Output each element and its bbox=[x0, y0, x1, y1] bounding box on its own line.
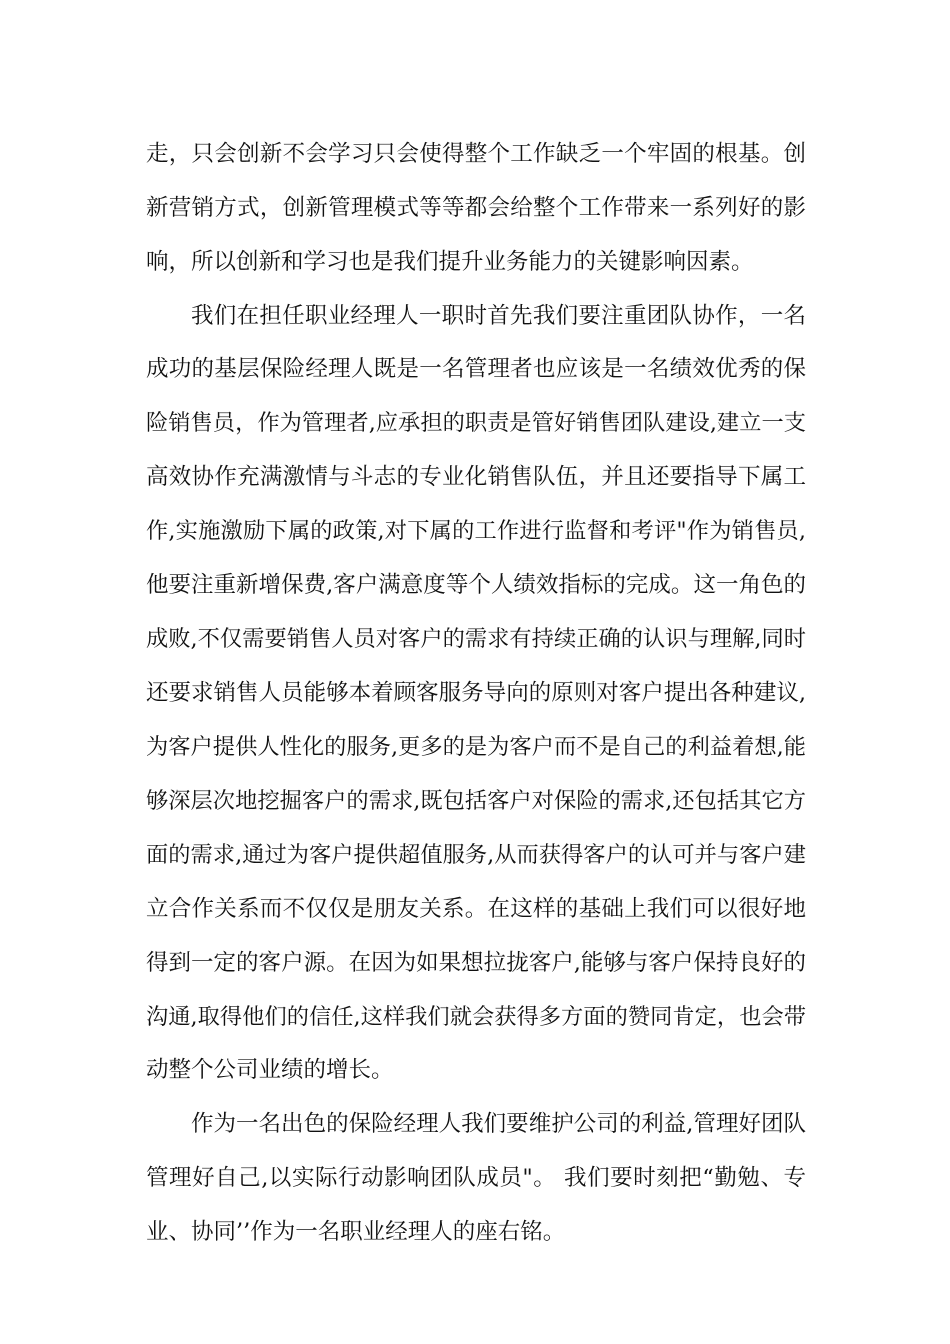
paragraph-3-line-2: 管理好自己,以实际行动影响团队成员"。 我们要时刻把“勤勉、专 bbox=[146, 1165, 806, 1191]
paragraph-1-line-3: 响，所以创新和学习也是我们提升业务能力的关键影响因素。 bbox=[146, 249, 754, 275]
paragraph-2-line-12: 立合作关系而不仅仅是朋友关系。在这样的基础上我们可以很好地 bbox=[146, 896, 806, 922]
paragraph-2-line-13: 得到一定的客户源。在因为如果想拉拢客户,能够与客户保持良好的 bbox=[146, 950, 806, 976]
paragraph-1-line-2: 新营销方式，创新管理模式等等都会给整个工作带来一系列好的影 bbox=[146, 195, 806, 221]
paragraph-2-line-2: 成功的基层保险经理人既是一名管理者也应该是一名绩效优秀的保 bbox=[146, 356, 806, 382]
paragraph-2-line-4: 高效协作充满激情与斗志的专业化销售队伍，并且还要指导下属工 bbox=[146, 464, 806, 490]
paragraph-2-line-3: 险销售员，作为管理者,应承担的职责是管好销售团队建设,建立一支 bbox=[146, 410, 806, 436]
paragraph-3-line-3: 业、协同’’作为一名职业经理人的座右铭。 bbox=[146, 1219, 566, 1245]
paragraph-2-line-9: 为客户提供人性化的服务,更多的是为客户而不是自己的利益着想,能 bbox=[146, 734, 806, 760]
paragraph-3-line-1: 作为一名出色的保险经理人我们要维护公司的利益,管理好团队 bbox=[191, 1111, 806, 1137]
paragraph-2-line-5: 作,实施激励下属的政策,对下属的工作进行监督和考评"作为销售员, bbox=[146, 518, 806, 544]
paragraph-2-line-10: 够深层次地挖掘客户的需求,既包括客户对保险的需求,还包括其它方 bbox=[146, 788, 806, 814]
paragraph-2-line-7: 成败,不仅需要销售人员对客户的需求有持续正确的认识与理解,同时 bbox=[146, 626, 806, 652]
paragraph-2-line-6: 他要注重新增保费,客户满意度等个人绩效指标的完成。这一角色的 bbox=[146, 572, 806, 598]
paragraph-2-line-14: 沟通,取得他们的信任,这样我们就会获得多方面的赞同肯定，也会带 bbox=[146, 1004, 806, 1030]
paragraph-1-line-1: 走，只会创新不会学习只会使得整个工作缺乏一个牢固的根基。创 bbox=[146, 141, 806, 167]
paragraph-2-line-11: 面的需求,通过为客户提供超值服务,从而获得客户的认可并与客户建 bbox=[146, 842, 806, 868]
paragraph-2-line-8: 还要求销售人员能够本着顾客服务导向的原则对客户提出各种建议, bbox=[146, 680, 806, 706]
paragraph-2-line-1: 我们在担任职业经理人一职时首先我们要注重团队协作，一名 bbox=[191, 303, 806, 329]
paragraph-2-line-15: 动整个公司业绩的增长。 bbox=[146, 1057, 394, 1083]
